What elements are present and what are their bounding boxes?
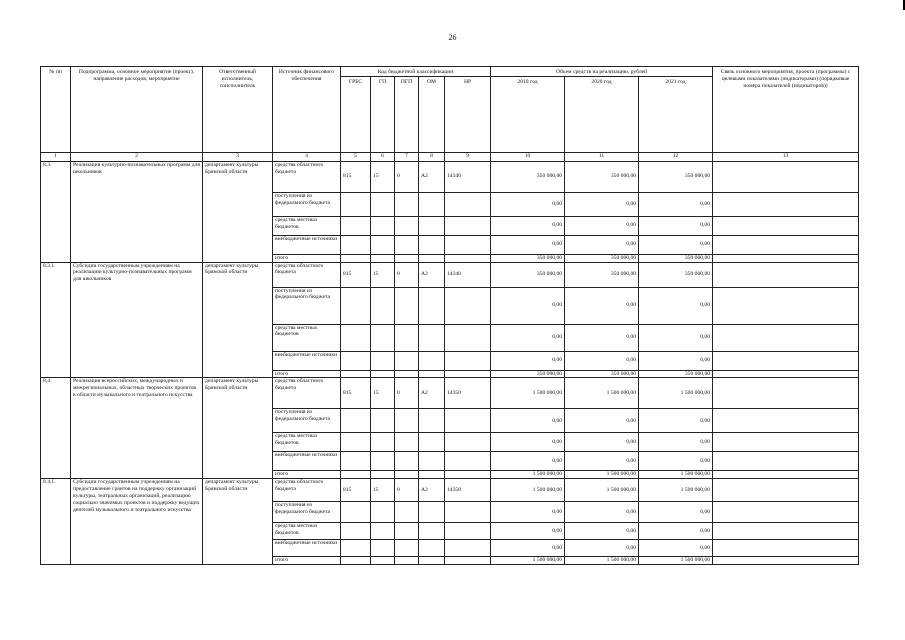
funding-source: средства областного бюджета bbox=[273, 378, 341, 409]
code-gp: 15 bbox=[371, 161, 395, 192]
amount-2021: 0,00 bbox=[639, 287, 713, 324]
funding-source: поступления из федерального бюджета bbox=[273, 502, 341, 523]
amount-2020: 350 000,00 bbox=[565, 370, 639, 378]
indicator-link bbox=[713, 262, 859, 287]
code-grbs: 815 bbox=[341, 161, 371, 192]
code-cell-empty bbox=[371, 409, 395, 433]
amount-2020: 0,00 bbox=[565, 351, 639, 370]
code-cell-empty bbox=[445, 287, 491, 324]
amount-2021: 350 000,00 bbox=[639, 161, 713, 192]
amount-2020: 0,00 bbox=[565, 287, 639, 324]
table-row bbox=[41, 378, 859, 409]
funding-source: внебюджетные источники bbox=[273, 540, 341, 557]
amount-2019: 0,00 bbox=[491, 452, 565, 471]
code-cell-empty bbox=[419, 433, 445, 452]
amount-2019: 0,00 bbox=[491, 235, 565, 254]
amount-2021: 0,00 bbox=[639, 216, 713, 235]
indicator-link bbox=[713, 351, 859, 370]
amount-2020: 0,00 bbox=[565, 192, 639, 216]
column-number: 5 bbox=[341, 152, 371, 161]
item-number: 8.4. bbox=[41, 378, 71, 479]
code-cell-empty bbox=[341, 351, 371, 370]
code-cell-empty bbox=[371, 370, 395, 378]
code-cell-empty bbox=[341, 409, 371, 433]
column-number: 13 bbox=[713, 152, 859, 161]
code-cell-empty bbox=[419, 324, 445, 351]
column-number: 9 bbox=[445, 152, 491, 161]
code-cell-empty bbox=[419, 523, 445, 540]
amount-2021: 0,00 bbox=[639, 324, 713, 351]
code-grbs: 815 bbox=[341, 479, 371, 502]
code-cell-empty bbox=[445, 235, 491, 254]
code-cell-empty bbox=[419, 287, 445, 324]
amount-2019: 0,00 bbox=[491, 540, 565, 557]
code-cell-empty bbox=[445, 324, 491, 351]
code-pgp: 0 bbox=[395, 262, 419, 287]
amount-2020: 0,00 bbox=[565, 523, 639, 540]
amount-2019: 350 000,00 bbox=[491, 262, 565, 287]
code-cell-empty bbox=[395, 324, 419, 351]
amount-2019: 0,00 bbox=[491, 216, 565, 235]
funding-source: поступления из федерального бюджета bbox=[273, 287, 341, 324]
column-number-row bbox=[41, 152, 859, 161]
amount-2019: 0,00 bbox=[491, 523, 565, 540]
code-cell-empty bbox=[371, 540, 395, 557]
indicator-link bbox=[713, 324, 859, 351]
code-cell-empty bbox=[419, 540, 445, 557]
item-name: Субсидии государственным учреждениям на предоставление грантов на поддержку организаций культуры, театральных организаций, реализацию социально значимых проектов и поддержку ведущих деятелей музыкального и театрального искусства bbox=[71, 479, 203, 565]
code-om: А2 bbox=[419, 161, 445, 192]
code-cell-empty bbox=[445, 351, 491, 370]
code-gp: 15 bbox=[371, 262, 395, 287]
item-name: Реализация всероссийских, международных и межрегиональных, областных творческих проектов в области музыкального и театрального искусства bbox=[71, 378, 203, 479]
amount-2021: 350 000,00 bbox=[639, 370, 713, 378]
item-executor: департамент культуры Брянской области bbox=[203, 378, 273, 479]
code-cell-empty bbox=[419, 471, 445, 479]
amount-2021: 0,00 bbox=[639, 351, 713, 370]
amount-2019: 0,00 bbox=[491, 287, 565, 324]
code-gp: 15 bbox=[371, 378, 395, 409]
amount-2021: 0,00 bbox=[639, 523, 713, 540]
code-grbs: 815 bbox=[341, 378, 371, 409]
amount-2020: 1 500 000,00 bbox=[565, 479, 639, 502]
amount-2019: 1 500 000,00 bbox=[491, 378, 565, 409]
amount-2021: 1 500 000,00 bbox=[639, 471, 713, 479]
code-cell-empty bbox=[341, 433, 371, 452]
code-cell-empty bbox=[341, 324, 371, 351]
column-number: 11 bbox=[565, 152, 639, 161]
code-cell-empty bbox=[371, 216, 395, 235]
code-cell-empty bbox=[395, 254, 419, 262]
indicator-link bbox=[713, 523, 859, 540]
code-cell-empty bbox=[371, 235, 395, 254]
indicator-link bbox=[713, 502, 859, 523]
code-pgp: 0 bbox=[395, 479, 419, 502]
code-cell-empty bbox=[445, 370, 491, 378]
code-cell-empty bbox=[371, 471, 395, 479]
code-np: 14340 bbox=[445, 262, 491, 287]
code-cell-empty bbox=[419, 254, 445, 262]
indicator-link bbox=[713, 557, 859, 565]
code-gp: 15 bbox=[371, 479, 395, 502]
code-cell-empty bbox=[419, 235, 445, 254]
code-grbs: 815 bbox=[341, 262, 371, 287]
code-cell-empty bbox=[371, 452, 395, 471]
code-cell-empty bbox=[395, 433, 419, 452]
amount-2020: 0,00 bbox=[565, 433, 639, 452]
amount-2019: 350 000,00 bbox=[491, 254, 565, 262]
amount-2021: 1 500 000,00 bbox=[639, 479, 713, 502]
funding-source: поступления из федерального бюджета bbox=[273, 409, 341, 433]
code-cell-empty bbox=[445, 523, 491, 540]
funding-source: средства местных бюджетов bbox=[273, 324, 341, 351]
code-cell-empty bbox=[395, 287, 419, 324]
code-cell-empty bbox=[395, 452, 419, 471]
code-cell-empty bbox=[341, 557, 371, 565]
funding-source: внебюджетные источники bbox=[273, 452, 341, 471]
code-cell-empty bbox=[371, 254, 395, 262]
funding-source: средства местных бюджетов bbox=[273, 433, 341, 452]
header-2019: 2019 год bbox=[491, 76, 565, 152]
amount-2021: 0,00 bbox=[639, 433, 713, 452]
header-source: Источник финансового обеспечения bbox=[273, 67, 341, 153]
header-link: Связь основного мероприятия, проекта (программы) с целевыми показателями (индикаторами) (порядковые номера показателей (индикаторов)) bbox=[713, 67, 859, 153]
amount-2021: 0,00 bbox=[639, 540, 713, 557]
funding-source: средства областного бюджета bbox=[273, 479, 341, 502]
code-cell-empty bbox=[341, 287, 371, 324]
amount-2020: 0,00 bbox=[565, 409, 639, 433]
code-cell-empty bbox=[419, 409, 445, 433]
page-number: 26 bbox=[448, 33, 457, 42]
amount-2019: 1 500 000,00 bbox=[491, 471, 565, 479]
indicator-link bbox=[713, 409, 859, 433]
amount-2019: 1 500 000,00 bbox=[491, 479, 565, 502]
amount-2021: 350 000,00 bbox=[639, 262, 713, 287]
code-cell-empty bbox=[395, 370, 419, 378]
column-number: 1 bbox=[41, 152, 71, 161]
code-cell-empty bbox=[395, 409, 419, 433]
code-cell-empty bbox=[341, 192, 371, 216]
amount-2019: 1 500 000,00 bbox=[491, 557, 565, 565]
amount-2021: 0,00 bbox=[639, 192, 713, 216]
code-cell-empty bbox=[445, 557, 491, 565]
funding-source: внебюджетные источники bbox=[273, 351, 341, 370]
indicator-link bbox=[713, 378, 859, 409]
amount-2019: 0,00 bbox=[491, 324, 565, 351]
code-om: А2 bbox=[419, 262, 445, 287]
amount-2020: 0,00 bbox=[565, 235, 639, 254]
amount-2021: 0,00 bbox=[639, 235, 713, 254]
amount-2021: 0,00 bbox=[639, 409, 713, 433]
table-row bbox=[41, 479, 859, 502]
funding-source: средства областного бюджета bbox=[273, 161, 341, 192]
amount-2020: 350 000,00 bbox=[565, 262, 639, 287]
amount-2020: 1 500 000,00 bbox=[565, 557, 639, 565]
code-pgp: 0 bbox=[395, 378, 419, 409]
item-executor: департамент культуры Брянской области bbox=[203, 479, 273, 565]
amount-2020: 0,00 bbox=[565, 452, 639, 471]
amount-2020: 1 500 000,00 bbox=[565, 471, 639, 479]
code-cell-empty bbox=[395, 471, 419, 479]
code-cell-empty bbox=[341, 471, 371, 479]
amount-2019: 0,00 bbox=[491, 192, 565, 216]
code-cell-empty bbox=[395, 235, 419, 254]
code-cell-empty bbox=[419, 452, 445, 471]
code-cell-empty bbox=[395, 557, 419, 565]
code-cell-empty bbox=[445, 433, 491, 452]
funding-source: средства местных бюджетов bbox=[273, 216, 341, 235]
code-cell-empty bbox=[419, 216, 445, 235]
table-row bbox=[41, 161, 859, 192]
header-grbs: ГРБС bbox=[341, 76, 371, 152]
header-num: № пп bbox=[41, 67, 71, 153]
code-cell-empty bbox=[445, 216, 491, 235]
amount-2021: 1 500 000,00 bbox=[639, 557, 713, 565]
indicator-link bbox=[713, 161, 859, 192]
funding-source: итого bbox=[273, 471, 341, 479]
code-cell-empty bbox=[371, 523, 395, 540]
funding-source: средства областного бюджета bbox=[273, 262, 341, 287]
code-np: 14350 bbox=[445, 479, 491, 502]
code-om: А2 bbox=[419, 479, 445, 502]
code-cell-empty bbox=[371, 557, 395, 565]
funding-source: итого bbox=[273, 370, 341, 378]
code-om: А2 bbox=[419, 378, 445, 409]
funding-source: средства местных бюджетов bbox=[273, 523, 341, 540]
code-cell-empty bbox=[419, 192, 445, 216]
header-gp: ГП bbox=[371, 76, 395, 152]
column-number: 6 bbox=[371, 152, 395, 161]
indicator-link bbox=[713, 433, 859, 452]
table-row bbox=[41, 262, 859, 287]
indicator-link bbox=[713, 452, 859, 471]
amount-2019: 0,00 bbox=[491, 433, 565, 452]
table-body bbox=[41, 161, 859, 564]
amount-2020: 1 500 000,00 bbox=[565, 378, 639, 409]
header-codes: Код бюджетной классификации bbox=[341, 67, 491, 77]
amount-2020: 0,00 bbox=[565, 324, 639, 351]
amount-2019: 350 000,00 bbox=[491, 161, 565, 192]
amount-2020: 350 000,00 bbox=[565, 161, 639, 192]
amount-2019: 0,00 bbox=[491, 409, 565, 433]
code-np: 14350 bbox=[445, 378, 491, 409]
column-number: 12 bbox=[639, 152, 713, 161]
indicator-link bbox=[713, 471, 859, 479]
code-cell-empty bbox=[445, 409, 491, 433]
indicator-link bbox=[713, 370, 859, 378]
code-cell-empty bbox=[341, 235, 371, 254]
code-cell-empty bbox=[341, 254, 371, 262]
code-cell-empty bbox=[371, 433, 395, 452]
code-cell-empty bbox=[419, 557, 445, 565]
column-number: 4 bbox=[273, 152, 341, 161]
amount-2021: 1 500 000,00 bbox=[639, 378, 713, 409]
funding-source: поступления из федерального бюджета bbox=[273, 192, 341, 216]
item-name: Субсидии государственным учреждениям на реализацию культурно-познавательных программ для школьников bbox=[71, 262, 203, 378]
code-cell-empty bbox=[419, 351, 445, 370]
code-np: 14340 bbox=[445, 161, 491, 192]
code-cell-empty bbox=[371, 351, 395, 370]
code-cell-empty bbox=[395, 192, 419, 216]
column-number: 3 bbox=[203, 152, 273, 161]
amount-2021: 0,00 bbox=[639, 452, 713, 471]
item-number: 8.3.1. bbox=[41, 262, 71, 378]
code-cell-empty bbox=[445, 192, 491, 216]
code-cell-empty bbox=[419, 502, 445, 523]
item-executor: департамент культуры Брянской области bbox=[203, 262, 273, 378]
code-cell-empty bbox=[395, 351, 419, 370]
code-cell-empty bbox=[341, 523, 371, 540]
indicator-link bbox=[713, 254, 859, 262]
code-cell-empty bbox=[341, 216, 371, 235]
code-cell-empty bbox=[395, 523, 419, 540]
header-np: НР bbox=[445, 76, 491, 152]
amount-2019: 350 000,00 bbox=[491, 370, 565, 378]
code-cell-empty bbox=[371, 192, 395, 216]
code-cell-empty bbox=[341, 502, 371, 523]
item-number: 8.4.1. bbox=[41, 479, 71, 565]
header-name: Подпрограмма, основное мероприятие (проект), направление расходов, мероприятие bbox=[71, 67, 203, 153]
amount-2020: 0,00 bbox=[565, 540, 639, 557]
code-cell-empty bbox=[371, 287, 395, 324]
header-volume: Объем средств на реализацию, рублей bbox=[491, 67, 713, 77]
code-cell-empty bbox=[371, 324, 395, 351]
item-executor: департамент культуры Брянской области bbox=[203, 161, 273, 262]
code-cell-empty bbox=[395, 502, 419, 523]
item-number: 8.3. bbox=[41, 161, 71, 262]
funding-source: итого bbox=[273, 254, 341, 262]
code-cell-empty bbox=[445, 254, 491, 262]
header-om: ОМ bbox=[419, 76, 445, 152]
budget-table bbox=[40, 66, 859, 565]
indicator-link bbox=[713, 235, 859, 254]
code-cell-empty bbox=[341, 370, 371, 378]
code-cell-empty bbox=[445, 471, 491, 479]
code-cell-empty bbox=[395, 540, 419, 557]
code-cell-empty bbox=[341, 540, 371, 557]
funding-source: итого bbox=[273, 557, 341, 565]
amount-2020: 350 000,00 bbox=[565, 254, 639, 262]
amount-2020: 0,00 bbox=[565, 502, 639, 523]
amount-2019: 0,00 bbox=[491, 351, 565, 370]
header-2021: 2021 год bbox=[639, 76, 713, 152]
code-cell-empty bbox=[341, 452, 371, 471]
indicator-link bbox=[713, 192, 859, 216]
column-number: 8 bbox=[419, 152, 445, 161]
header-pgp: ПГП bbox=[395, 76, 419, 152]
amount-2021: 350 000,00 bbox=[639, 254, 713, 262]
column-number: 10 bbox=[491, 152, 565, 161]
funding-source: внебюджетные источники bbox=[273, 235, 341, 254]
header-2020: 2020 год bbox=[565, 76, 639, 152]
amount-2021: 0,00 bbox=[639, 502, 713, 523]
amount-2019: 0,00 bbox=[491, 502, 565, 523]
column-number: 2 bbox=[71, 152, 203, 161]
indicator-link bbox=[713, 479, 859, 502]
code-cell-empty bbox=[395, 216, 419, 235]
item-name: Реализация культурно-познавательных программ для школьников bbox=[71, 161, 203, 262]
code-cell-empty bbox=[419, 370, 445, 378]
code-cell-empty bbox=[445, 540, 491, 557]
code-cell-empty bbox=[445, 502, 491, 523]
header-executor: Ответственный исполнитель, соисполнитель bbox=[203, 67, 273, 153]
indicator-link bbox=[713, 540, 859, 557]
code-pgp: 0 bbox=[395, 161, 419, 192]
indicator-link bbox=[713, 287, 859, 324]
code-cell-empty bbox=[445, 452, 491, 471]
amount-2020: 0,00 bbox=[565, 216, 639, 235]
column-number: 7 bbox=[395, 152, 419, 161]
indicator-link bbox=[713, 216, 859, 235]
code-cell-empty bbox=[371, 502, 395, 523]
